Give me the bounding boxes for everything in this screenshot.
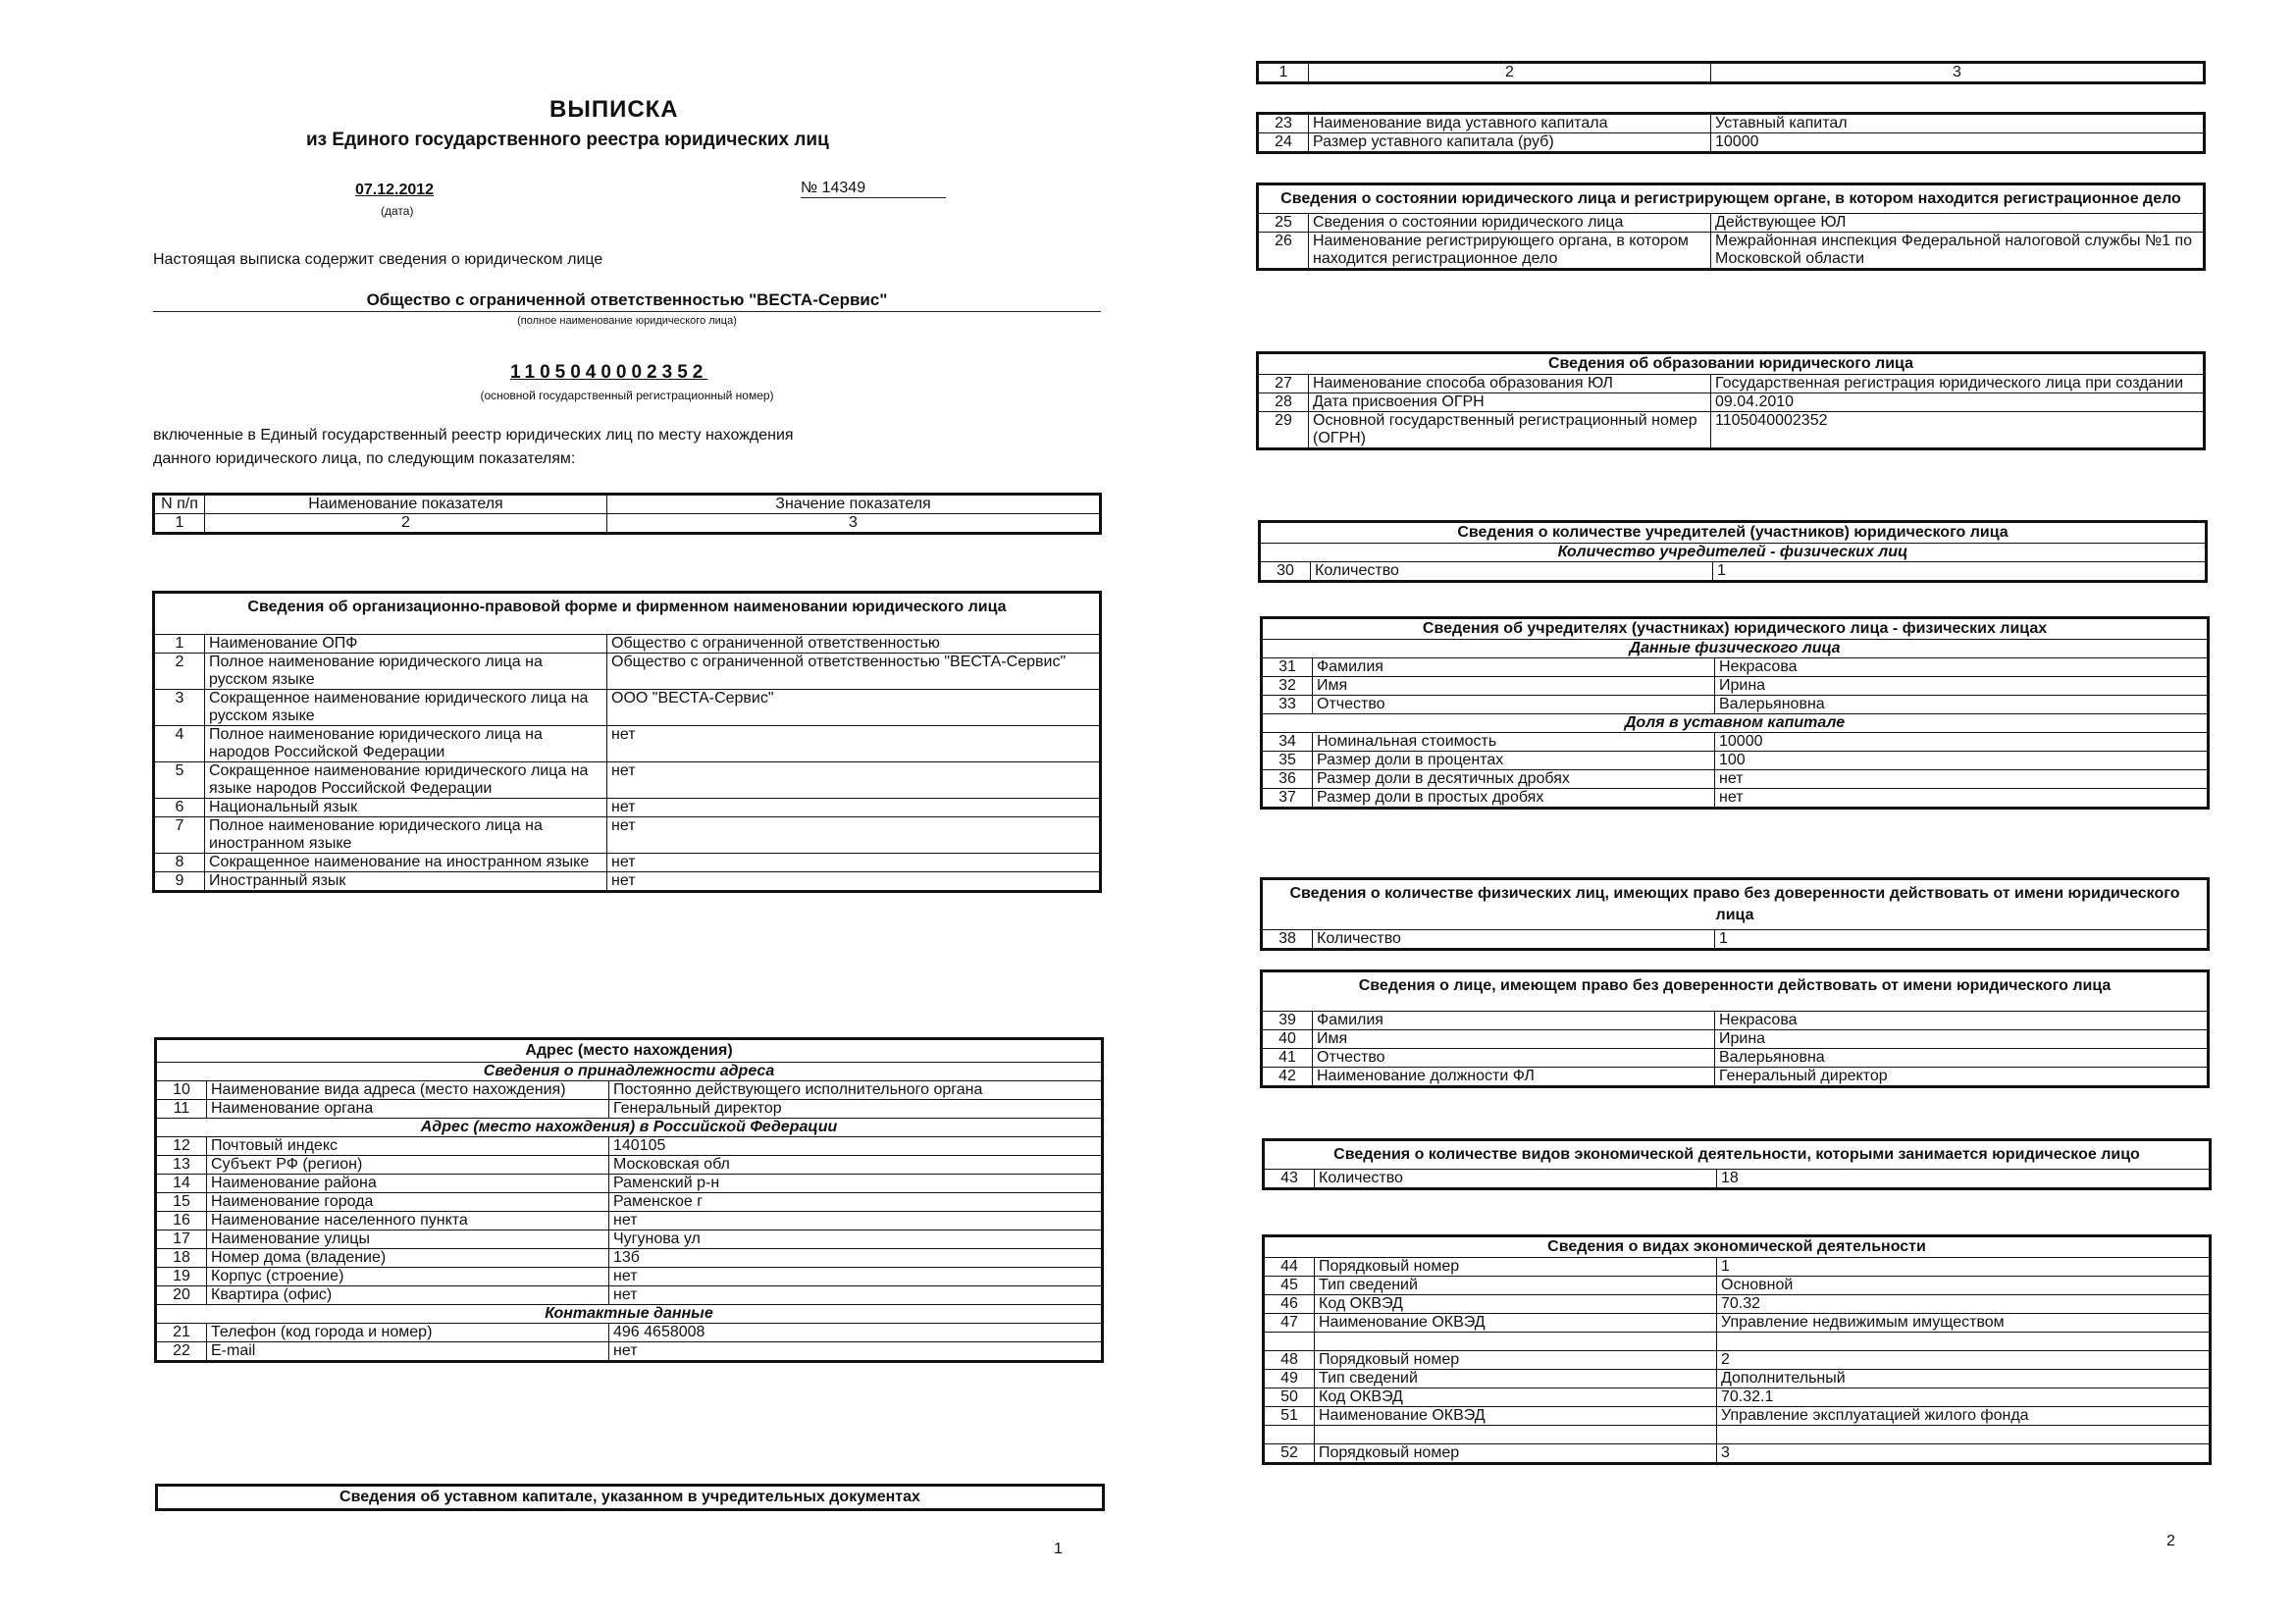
table-row xyxy=(1264,1258,2211,1277)
table-row xyxy=(156,1100,1103,1119)
founders-title: Сведения об учредителях (участниках) юридического лица - физических лицах xyxy=(1262,618,2209,640)
row-indicator-value: 1 xyxy=(1713,562,2207,582)
table-row xyxy=(1258,133,2205,153)
company-name-caption: (полное наименование юридического лица) xyxy=(517,315,737,327)
row-number: 11 xyxy=(156,1100,207,1119)
row-number: 22 xyxy=(156,1342,207,1362)
columns-header-table xyxy=(152,493,1102,535)
document-subtitle: из Единого государственного реестра юридических лиц xyxy=(306,130,829,150)
table-row xyxy=(1262,1068,2209,1087)
table-row xyxy=(154,654,1101,690)
row-indicator-name: Основной государственный регистрационный номер (ОГРН) xyxy=(1309,412,1711,449)
table-row xyxy=(1262,658,2209,677)
table-row xyxy=(1264,1407,2211,1426)
row-number: 18 xyxy=(156,1249,207,1268)
row-indicator-name: Полное наименование юридического лица на народов Российской Федерации xyxy=(205,726,607,762)
row-indicator-name: Сведения о состоянии юридического лица xyxy=(1309,214,1711,233)
capital-rows-table xyxy=(1256,112,2206,154)
extract-date: 07.12.2012 xyxy=(355,182,435,198)
row-indicator-name: Отчество xyxy=(1313,696,1715,714)
row-number: 47 xyxy=(1264,1314,1315,1333)
row-indicator-name: Полное наименование юридического лица на русском языке xyxy=(205,654,607,690)
row-indicator-value: Общество с ограниченной ответственностью "ВЕСТА-Сервис" xyxy=(607,654,1101,690)
founders-share-subtitle: Доля в уставном капитале xyxy=(1262,714,2209,733)
row-number: 7 xyxy=(154,817,205,854)
row-indicator-name: Имя xyxy=(1313,677,1715,696)
row-number: 50 xyxy=(1264,1388,1315,1407)
row-indicator-value: 496 4658008 xyxy=(609,1324,1103,1342)
table-row xyxy=(156,1137,1103,1156)
row-number: 39 xyxy=(1262,1012,1313,1030)
capital-section-title: Сведения об уставном капитале, указанном в учредительных документах xyxy=(157,1486,1104,1510)
row-indicator-name: Сокращенное наименование на иностранном языке xyxy=(205,854,607,872)
table-row xyxy=(156,1342,1103,1362)
persons-count-title: Сведения о количестве физических лиц, имеющих право без доверенности действовать от имени юридического лица xyxy=(1262,879,2209,930)
row-indicator-name: Количество xyxy=(1311,562,1713,582)
row-indicator-value: 18 xyxy=(1717,1170,2211,1189)
row-indicator-value: Генеральный директор xyxy=(1715,1068,2209,1087)
row-indicator-name: Квартира (офис) xyxy=(207,1286,609,1305)
row-number: 24 xyxy=(1258,133,1309,153)
table-row xyxy=(1264,1388,2211,1407)
col-value-index: 3 xyxy=(1711,63,2205,83)
row-number: 29 xyxy=(1258,412,1309,449)
table-row xyxy=(1258,114,2205,133)
capital-section-table xyxy=(155,1484,1105,1511)
row-number: 26 xyxy=(1258,233,1309,270)
date-caption: (дата) xyxy=(381,204,414,218)
intro-text: Настоящая выписка содержит сведения о юридическом лице xyxy=(153,251,603,268)
row-indicator-name: Наименование способа образования ЮЛ xyxy=(1309,375,1711,393)
page-number: 2 xyxy=(2166,1533,2175,1549)
row-number: 38 xyxy=(1262,930,1313,950)
row-indicator-value: Уставный капитал xyxy=(1711,114,2205,133)
row-number: 13 xyxy=(156,1156,207,1175)
row-number: 9 xyxy=(154,872,205,892)
row-indicator-name: Порядковый номер xyxy=(1315,1258,1717,1277)
table-row xyxy=(1264,1444,2211,1464)
formation-section-table xyxy=(1256,351,2206,450)
table-row xyxy=(1258,393,2205,412)
row-indicator-value: Ирина xyxy=(1715,677,2209,696)
table-row xyxy=(1264,1295,2211,1314)
row-indicator-value: 3 xyxy=(1717,1444,2211,1464)
row-indicator-name: Код ОКВЭД xyxy=(1315,1388,1717,1407)
founders-table xyxy=(1260,616,2210,810)
row-number: 40 xyxy=(1262,1030,1313,1049)
col-number-header: N п/п xyxy=(154,495,205,514)
table-row xyxy=(156,1212,1103,1230)
row-indicator-value: Действующее ЮЛ xyxy=(1711,214,2205,233)
activities-count-title: Сведения о количестве видов экономической деятельности, которыми занимается юридическое лицо xyxy=(1264,1140,2211,1170)
row-indicator-value: 140105 xyxy=(609,1137,1103,1156)
row-number: 19 xyxy=(156,1268,207,1286)
page-2 xyxy=(1148,0,2296,1623)
row-indicator-value: 70.32 xyxy=(1717,1295,2211,1314)
row-number: 6 xyxy=(154,799,205,817)
row-number: 8 xyxy=(154,854,205,872)
row-indicator-name: Наименование района xyxy=(207,1175,609,1193)
row-number: 34 xyxy=(1262,733,1313,752)
row-indicator-value: 1 xyxy=(1715,930,2209,950)
row-indicator-value: Межрайонная инспекция Федеральной налоговой службы №1 по Московской области xyxy=(1711,233,2205,270)
row-indicator-value: нет xyxy=(1715,789,2209,809)
row-number: 23 xyxy=(1258,114,1309,133)
row-indicator-value: Валерьяновна xyxy=(1715,1049,2209,1068)
company-full-name: Общество с ограниченной ответственностью "ВЕСТА-Сервис" xyxy=(153,290,1101,312)
row-indicator-value: 100 xyxy=(1715,752,2209,770)
row-indicator-name: Размер доли в простых дробях xyxy=(1313,789,1715,809)
row-indicator-value: Управление эксплуатацией жилого фонда xyxy=(1717,1407,2211,1426)
row-indicator-value: нет xyxy=(607,854,1101,872)
table-row xyxy=(154,799,1101,817)
activities-table xyxy=(1262,1234,2212,1465)
row-number: 3 xyxy=(154,690,205,726)
row-indicator-value: нет xyxy=(609,1212,1103,1230)
formation-section-title: Сведения об образовании юридического лица xyxy=(1258,353,2205,375)
row-indicator-name: Фамилия xyxy=(1313,658,1715,677)
col-number-index: 1 xyxy=(1258,63,1309,83)
table-row xyxy=(1260,562,2207,582)
row-indicator-value: Государственная регистрация юридического лица при создании xyxy=(1711,375,2205,393)
table-row xyxy=(154,872,1101,892)
columns-index-table xyxy=(1256,61,2206,84)
row-indicator-value: Некрасова xyxy=(1715,1012,2209,1030)
row-indicator-name: Наименование улицы xyxy=(207,1230,609,1249)
row-indicator-name: Наименование ОКВЭД xyxy=(1315,1314,1717,1333)
row-number: 43 xyxy=(1264,1170,1315,1189)
address-subsection-russia: Адрес (место нахождения) в Российской Федерации xyxy=(156,1119,1103,1137)
row-number: 35 xyxy=(1262,752,1313,770)
extract-number: № 14349 xyxy=(801,180,946,198)
row-indicator-value: нет xyxy=(607,817,1101,854)
table-row xyxy=(1258,412,2205,449)
row-number: 12 xyxy=(156,1137,207,1156)
table-row xyxy=(156,1156,1103,1175)
row-number: 33 xyxy=(1262,696,1313,714)
row-indicator-name: Количество xyxy=(1315,1170,1717,1189)
row-number: 46 xyxy=(1264,1295,1315,1314)
row-number: 16 xyxy=(156,1212,207,1230)
row-number: 2 xyxy=(154,654,205,690)
row-indicator-name: Размер доли в процентах xyxy=(1313,752,1715,770)
table-row xyxy=(1262,789,2209,809)
row-indicator-name: Фамилия xyxy=(1313,1012,1715,1030)
row-indicator-name: Тип сведений xyxy=(1315,1277,1717,1295)
row-number: 52 xyxy=(1264,1444,1315,1464)
row-number: 42 xyxy=(1262,1068,1313,1087)
row-number: 4 xyxy=(154,726,205,762)
ogrn-caption: (основной государственный регистрационный номер) xyxy=(480,389,774,402)
founders-count-title: Сведения о количестве учредителей (участников) юридического лица xyxy=(1260,522,2207,544)
spacer-cell xyxy=(1315,1426,1717,1444)
row-indicator-value: 09.04.2010 xyxy=(1711,393,2205,412)
row-indicator-name: Сокращенное наименование юридического лица на русском языке xyxy=(205,690,607,726)
row-number: 51 xyxy=(1264,1407,1315,1426)
row-number: 41 xyxy=(1262,1049,1313,1068)
row-number: 49 xyxy=(1264,1370,1315,1388)
document-title: ВЫПИСКА xyxy=(549,96,679,123)
row-number: 20 xyxy=(156,1286,207,1305)
row-indicator-value: нет xyxy=(607,726,1101,762)
row-number: 30 xyxy=(1260,562,1311,582)
table-row xyxy=(156,1175,1103,1193)
table-row xyxy=(154,635,1101,654)
row-indicator-value: Основной xyxy=(1717,1277,2211,1295)
table-row xyxy=(1258,375,2205,393)
col-value-header: Значение показателя xyxy=(607,495,1101,514)
row-indicator-name: Дата присвоения ОГРН xyxy=(1309,393,1711,412)
row-indicator-value: нет xyxy=(607,762,1101,799)
row-indicator-value: 10000 xyxy=(1711,133,2205,153)
row-number: 48 xyxy=(1264,1351,1315,1370)
spacer-cell xyxy=(1264,1426,1315,1444)
row-indicator-name: Наименование населенного пункта xyxy=(207,1212,609,1230)
row-indicator-name: Тип сведений xyxy=(1315,1370,1717,1388)
row-indicator-name: Наименование вида уставного капитала xyxy=(1309,114,1711,133)
row-indicator-value: 10000 xyxy=(1715,733,2209,752)
row-indicator-name: Количество xyxy=(1313,930,1715,950)
row-number: 45 xyxy=(1264,1277,1315,1295)
row-indicator-name: Номинальная стоимость xyxy=(1313,733,1715,752)
table-row xyxy=(154,854,1101,872)
row-indicator-name: Телефон (код города и номер) xyxy=(207,1324,609,1342)
spacer-cell xyxy=(1717,1333,2211,1351)
table-row xyxy=(1258,214,2205,233)
address-section-title: Адрес (место нахождения) xyxy=(156,1039,1103,1063)
col-value-index: 3 xyxy=(607,514,1101,534)
table-row xyxy=(1264,1370,2211,1388)
spacer-cell xyxy=(1315,1333,1717,1351)
row-indicator-name: Код ОКВЭД xyxy=(1315,1295,1717,1314)
row-indicator-name: Наименование вида адреса (место нахождения) xyxy=(207,1081,609,1100)
row-indicator-name: E-mail xyxy=(207,1342,609,1362)
table-row xyxy=(1262,1049,2209,1068)
row-indicator-name: Субъект РФ (регион) xyxy=(207,1156,609,1175)
row-indicator-value: Раменское г xyxy=(609,1193,1103,1212)
table-row xyxy=(1262,1030,2209,1049)
table-row xyxy=(1264,1170,2211,1189)
opf-section-title: Сведения об организационно-правовой форме и фирменном наименовании юридического лица xyxy=(154,593,1101,635)
activities-title: Сведения о видах экономической деятельности xyxy=(1264,1236,2211,1258)
table-row xyxy=(1262,677,2209,696)
row-indicator-name: Иностранный язык xyxy=(205,872,607,892)
row-indicator-name: Полное наименование юридического лица на иностранном языке xyxy=(205,817,607,854)
table-row xyxy=(154,726,1101,762)
table-row xyxy=(156,1249,1103,1268)
table-row xyxy=(156,1081,1103,1100)
row-number: 31 xyxy=(1262,658,1313,677)
authorized-person-title: Сведения о лице, имеющем право без доверенности действовать от имени юридического лица xyxy=(1262,971,2209,1012)
row-indicator-value: Постоянно действующего исполнительного органа xyxy=(609,1081,1103,1100)
row-indicator-name: Наименование органа xyxy=(207,1100,609,1119)
row-indicator-value: Московская обл xyxy=(609,1156,1103,1175)
row-indicator-value: Некрасова xyxy=(1715,658,2209,677)
row-indicator-value: 70.32.1 xyxy=(1717,1388,2211,1407)
page-number: 1 xyxy=(1054,1541,1063,1557)
row-indicator-value: Генеральный директор xyxy=(609,1100,1103,1119)
row-indicator-value: нет xyxy=(609,1268,1103,1286)
row-indicator-name: Размер уставного капитала (руб) xyxy=(1309,133,1711,153)
row-number: 14 xyxy=(156,1175,207,1193)
col-name-index: 2 xyxy=(1309,63,1711,83)
state-section-title: Сведения о состоянии юридического лица и регистрирующем органе, в котором находится регистрационное дело xyxy=(1258,184,2205,214)
table-row xyxy=(1262,733,2209,752)
row-number: 27 xyxy=(1258,375,1309,393)
address-subsection-ownership: Сведения о принадлежности адреса xyxy=(156,1063,1103,1081)
table-row xyxy=(1264,1314,2211,1333)
row-indicator-value: нет xyxy=(607,872,1101,892)
row-indicator-value: Общество с ограниченной ответственностью xyxy=(607,635,1101,654)
row-indicator-name: Почтовый индекс xyxy=(207,1137,609,1156)
table-row xyxy=(1264,1351,2211,1370)
row-indicator-name: Наименование должности ФЛ xyxy=(1313,1068,1715,1087)
activities-count-table xyxy=(1262,1138,2212,1190)
row-indicator-name: Имя xyxy=(1313,1030,1715,1049)
row-indicator-value: Раменский р-н xyxy=(609,1175,1103,1193)
row-indicator-value: Ирина xyxy=(1715,1030,2209,1049)
founders-person-subtitle: Данные физического лица xyxy=(1262,640,2209,658)
row-number: 28 xyxy=(1258,393,1309,412)
row-indicator-value: нет xyxy=(609,1342,1103,1362)
founders-count-subtitle: Количество учредителей - физических лиц xyxy=(1260,544,2207,562)
table-row xyxy=(156,1324,1103,1342)
table-row xyxy=(1262,1012,2209,1030)
table-row xyxy=(1262,930,2209,950)
row-indicator-value: Валерьяновна xyxy=(1715,696,2209,714)
spacer-cell xyxy=(1717,1426,2211,1444)
table-row xyxy=(154,690,1101,726)
row-indicator-value: 2 xyxy=(1717,1351,2211,1370)
row-indicator-name: Номер дома (владение) xyxy=(207,1249,609,1268)
row-number: 10 xyxy=(156,1081,207,1100)
spacer-cell xyxy=(1264,1333,1315,1351)
table-row xyxy=(156,1230,1103,1249)
opf-section-table xyxy=(152,591,1102,893)
persons-count-table xyxy=(1260,877,2210,951)
row-indicator-name: Корпус (строение) xyxy=(207,1268,609,1286)
founders-count-table xyxy=(1258,520,2208,583)
row-indicator-value: нет xyxy=(1715,770,2209,789)
row-indicator-name: Наименование ОКВЭД xyxy=(1315,1407,1717,1426)
row-indicator-name: Порядковый номер xyxy=(1315,1444,1717,1464)
row-number: 21 xyxy=(156,1324,207,1342)
row-indicator-value: нет xyxy=(609,1286,1103,1305)
row-indicator-name: Сокращенное наименование юридического лица на языке народов Российской Федерации xyxy=(205,762,607,799)
row-indicator-value: Дополнительный xyxy=(1717,1370,2211,1388)
ogrn-number: 1105040002352 xyxy=(510,362,708,383)
row-number: 37 xyxy=(1262,789,1313,809)
row-indicator-name: Наименование ОПФ xyxy=(205,635,607,654)
row-indicator-value: Чугунова ул xyxy=(609,1230,1103,1249)
table-row xyxy=(156,1193,1103,1212)
table-row xyxy=(1264,1277,2211,1295)
row-indicator-name: Наименование города xyxy=(207,1193,609,1212)
row-indicator-value: 1105040002352 xyxy=(1711,412,2205,449)
table-row xyxy=(156,1268,1103,1286)
row-number: 44 xyxy=(1264,1258,1315,1277)
row-number: 25 xyxy=(1258,214,1309,233)
table-row xyxy=(156,1286,1103,1305)
address-section-table xyxy=(154,1037,1104,1363)
authorized-person-table xyxy=(1260,969,2210,1088)
state-section-table xyxy=(1256,183,2206,271)
address-subsection-contacts: Контактные данные xyxy=(156,1305,1103,1324)
table-row xyxy=(1258,233,2205,270)
table-row xyxy=(154,817,1101,854)
included-text: включенные в Единый государственный реестр юридических лиц по месту нахождения данного юридического лица, по следующим показателям: xyxy=(153,427,794,467)
col-number-index: 1 xyxy=(154,514,205,534)
row-number: 17 xyxy=(156,1230,207,1249)
row-indicator-name: Размер доли в десятичных дробях xyxy=(1313,770,1715,789)
row-indicator-name: Порядковый номер xyxy=(1315,1351,1717,1370)
row-indicator-name: Национальный язык xyxy=(205,799,607,817)
row-indicator-value: ООО "ВЕСТА-Сервис" xyxy=(607,690,1101,726)
row-number: 5 xyxy=(154,762,205,799)
row-indicator-value: 13б xyxy=(609,1249,1103,1268)
row-number: 15 xyxy=(156,1193,207,1212)
table-row xyxy=(1262,696,2209,714)
row-number: 36 xyxy=(1262,770,1313,789)
table-row xyxy=(154,762,1101,799)
row-indicator-value: 1 xyxy=(1717,1258,2211,1277)
row-indicator-name: Наименование регистрирующего органа, в котором находится регистрационное дело xyxy=(1309,233,1711,270)
row-number: 1 xyxy=(154,635,205,654)
col-name-index: 2 xyxy=(205,514,607,534)
table-row xyxy=(1262,752,2209,770)
table-row xyxy=(1262,770,2209,789)
row-indicator-name: Отчество xyxy=(1313,1049,1715,1068)
row-number: 32 xyxy=(1262,677,1313,696)
row-indicator-value: нет xyxy=(607,799,1101,817)
col-name-header: Наименование показателя xyxy=(205,495,607,514)
row-indicator-value: Управление недвижимым имуществом xyxy=(1717,1314,2211,1333)
